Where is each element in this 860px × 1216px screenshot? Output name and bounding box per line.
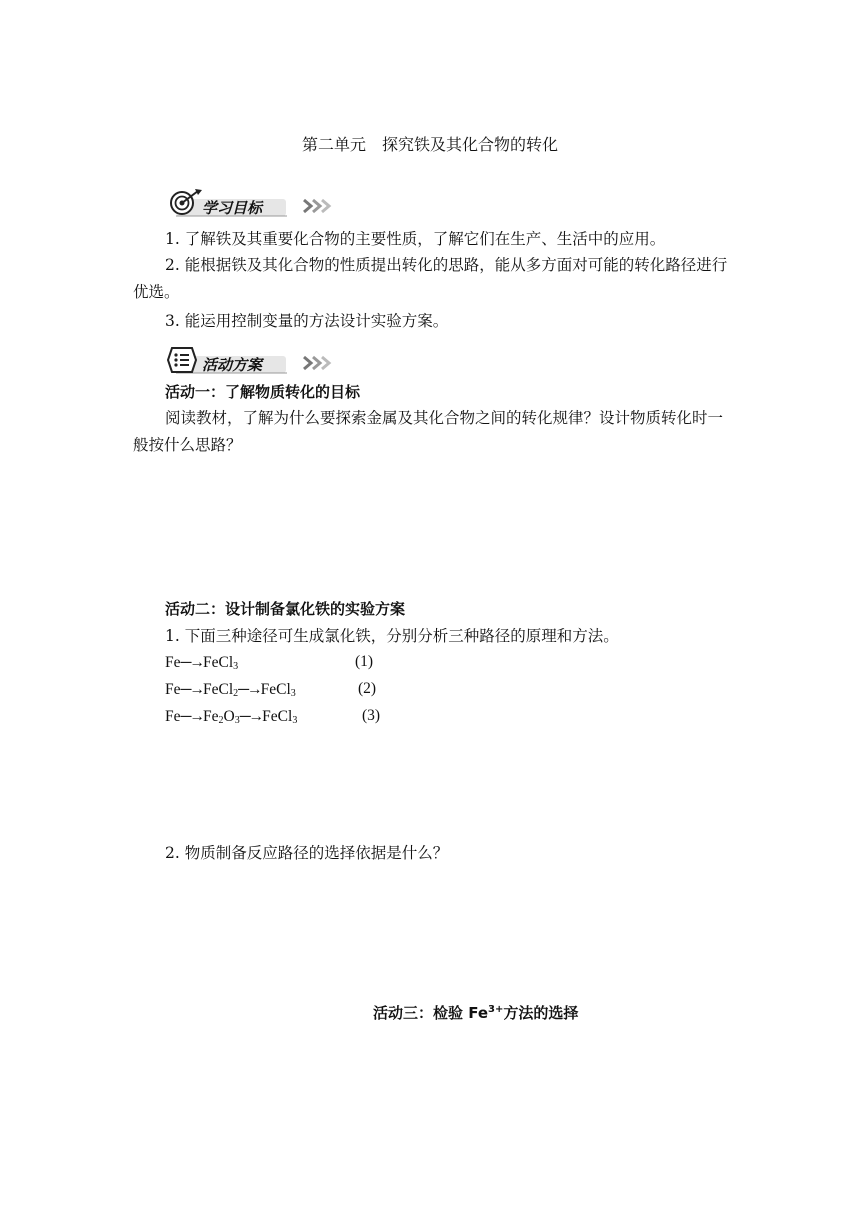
activity3-heading-pre: 活动三：检验 Fe [373,1004,489,1022]
goal-item: 1. 了解铁及其重要化合物的主要性质，了解它们在生产、生活中的应用。 [165,230,666,248]
goal-item: 2. 能根据铁及其化合物的性质提出转化的思路，能从多方面对可能的转化路径进行优选。 [133,256,728,301]
route-formula-2: Fe─→FeCl$_2$─→FeCl$_3$ [165,681,296,699]
activity2-question-2: 2. 物质制备反应路径的选择依据是什么？ [165,844,449,862]
activity1-heading: 活动一：了解物质转化的目标 [165,383,361,401]
activity2-question-1: 1. 下面三种途径可生成氯化铁，分别分析三种路径的原理和方法。 [165,627,619,645]
route-formula-3: $Fe─\to Fe_2O_3─\to FeCl_3$ [165,708,298,726]
route-tag-1: (1) [355,653,374,670]
activities-banner-label: 活动方案 [202,356,263,374]
route-tag-3: (3) [362,707,381,724]
route-formula-1: Fe─→FeCl$_3$ [165,654,239,672]
activity3-heading-charge: 3+ [488,1004,504,1015]
activity1-text: 阅读教材，了解为什么要探索金属及其化合物之间的转化规律？设计物质转化时一般按什么思路？ [133,409,724,454]
goals-banner [162,188,340,218]
activity3-heading [373,1003,578,1023]
page-title: 第二单元 探究铁及其化合物的转化 [301,135,558,154]
goal-item: 3. 能运用控制变量的方法设计实验方案。 [165,312,449,330]
activity2-heading: 活动二：设计制备氯化铁的实验方案 [165,600,406,618]
route-tag-2: (2) [358,680,377,697]
activity3-heading-post: 方法的选择 [503,1004,579,1022]
goals-banner-label: 学习目标 [202,199,263,217]
activities-banner [162,345,340,375]
